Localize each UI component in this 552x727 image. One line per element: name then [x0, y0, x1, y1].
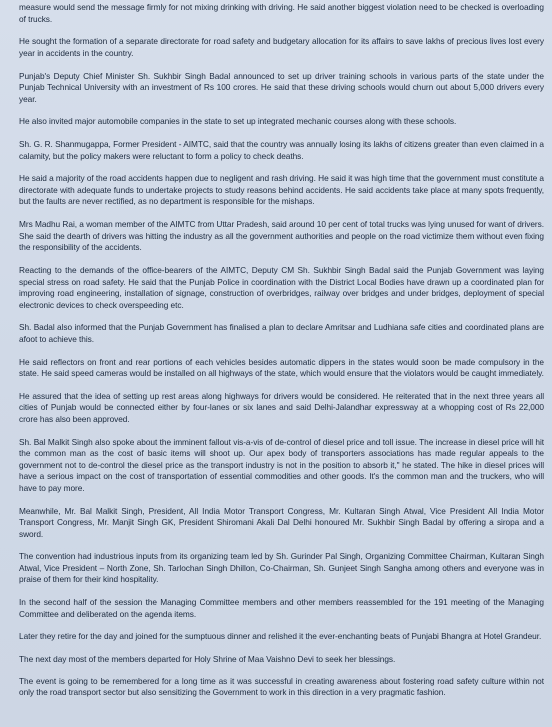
paragraph: The next day most of the members departed for Holy Shrine of Maa Vaishno Devi to seek her blessings.	[19, 653, 396, 664]
paragraph: Sh. Bal Malkit Singh also spoke about the imminent fallout vis-a-vis of de-control of diesel price and toll issue. The increase in diesel price will hit the common man as the cost of basic items will shoot up. Our apex body of transporters associations has made regular appeals to the government not to de-control the diesel price as the transport industry is not in the position to absorb it," he stated. The hike in diesel prices will have a serious impact on the cost of transportation of essential commodities and other goods. It's the common man and the truckers, who will have to pay more.	[19, 436, 544, 493]
paragraph: Punjab's Deputy Chief Minister Sh. Sukhbir Singh Badal announced to set up driver training schools in various parts of the state under the Punjab Technical University with an investment of Rs 100 crores. He said that these driving schools would churn out about 5,000 drivers every year.	[19, 70, 544, 104]
paragraph: The event is going to be remembered for a long time as it was successful in creating awareness about fostering road safety culture within not only the road transport sector but also sensitizing the Government to work in this direction in a very pragmatic fashion.	[19, 675, 544, 698]
paragraph: He also invited major automobile companies in the state to set up integrated mechanic courses along with these schools.	[19, 116, 457, 127]
paragraph: Meanwhile, Mr. Bal Malkit Singh, President, All India Motor Transport Congress, Mr. Kultaran Singh Atwal, Vice President All India Motor Transport Congress, Mr. Manjit Singh GK, President Shiromani Akali Dal Delhi honoured Mr. Sukhbir Singh Badal by offering a siropa and a sword.	[19, 505, 544, 539]
paragraph: Mrs Madhu Rai, a woman member of the AIMTC from Uttar Pradesh, said around 10 per cent of total trucks was lying unused for want of drivers. She said the dearth of drivers was hitting the industry as all the government authorities and people on the road victimize them without even fixing the responsibility of the accidents.	[19, 219, 544, 253]
paragraph: He assured that the idea of setting up rest areas along highways for drivers would be considered. He reiterated that in the next three years all cities of Punjab would be connected either by four-lanes or six lanes and said Delhi-Jalandhar expressway at a whopping cost of Rs 22,000 crore has also been approved.	[19, 390, 544, 424]
paragraph: He said reflectors on front and rear portions of each vehicles besides automatic dippers in the states would soon be made compulsory in the state. He said speed cameras would be installed on all highways of the state, which would ensure that the violators would be caught immediately.	[19, 356, 544, 379]
paragraph: The convention had industrious inputs from its organizing team led by Sh. Gurinder Pal Singh, Organizing Committee Chairman, Kultaran Singh Atwal, Vice President – North Zone, Sh. Tarlochan Singh Dhillon, Co-Chairman, Sh. Gunjeet Singh Sangha among others and everyone was in praise of them for their kind hospitality.	[19, 551, 544, 585]
paragraph: Later they retire for the day and joined for the sumptuous dinner and relished it the ever-enchanting beats of Punjabi Bhangra at Hotel Grandeur.	[19, 631, 542, 642]
paragraph: Sh. G. R. Shanmugappa, Former President - AIMTC, said that the country was annually losing its lakhs of citizens greater than even claimed in a calamity, but the policy makers were reluctant to form a policy to check deaths.	[19, 139, 544, 161]
paragraph: He said a majority of the road accidents happen due to negligent and rash driving. He said it was high time that the government must constitute a directorate with adequate funds to undertake projects to study reasons behind accidents. He said accidents take place at many spots frequently, but the faults are never rectified, as no department is responsible for the mishaps.	[19, 173, 544, 207]
article-body	[19, 2, 544, 699]
paragraph: measure would send the message firmly for not mixing drinking with driving. He said another biggest violation need to be checked is overloading of trucks.	[19, 2, 544, 24]
paragraph: He sought the formation of a separate directorate for road safety and budgetary allocation for its affairs to save lakhs of precious lives lost every year in accidents in the country.	[19, 36, 544, 58]
paragraph: Sh. Badal also informed that the Punjab Government has finalised a plan to declare Amritsar and Ludhiana safe cities and coordinated plans are afoot to achieve this.	[19, 322, 544, 344]
paragraph: In the second half of the session the Managing Committee members and other members reassembled for the 191 meeting of the Managing Committee and deliberated on the agenda items.	[19, 597, 544, 619]
paragraph: Reacting to the demands of the office-bearers of the AIMTC, Deputy CM Sh. Sukhbir Singh Badal said the Punjab Government was laying special stress on road safety. He said that the Punjab Police in coordination with the District Local Bodies have drawn up a coordinated plan for improving road engineering, installation of signage, construction of overbridges, railway over bridges and under bridges, deployment of special electronic devices to check overspeeding etc.	[19, 265, 544, 310]
